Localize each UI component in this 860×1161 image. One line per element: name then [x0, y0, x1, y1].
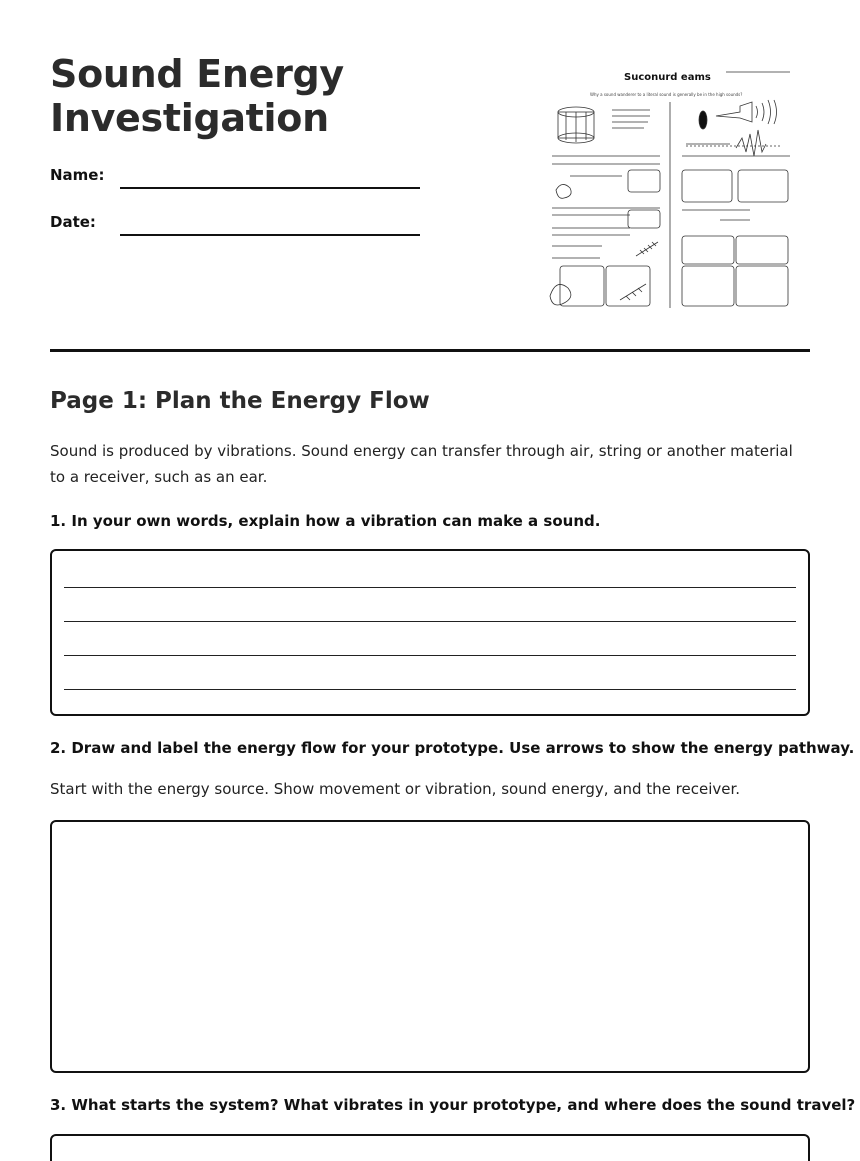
answer-box-3[interactable]	[50, 1134, 810, 1161]
date-label: Date:	[50, 213, 96, 231]
title-line-1: Sound Energy	[50, 52, 344, 96]
question-2: 2. Draw and label the energy flow for your prototype. Use arrows to show the energy pathway.	[50, 739, 855, 757]
header-divider	[50, 349, 810, 352]
answer-line	[64, 689, 796, 690]
worksheet-title	[50, 52, 344, 140]
question-3: 3. What starts the system? What vibrates in your prototype, and where does the sound travel?	[50, 1096, 856, 1114]
thumbnail-title: Suconurd eams	[624, 72, 711, 83]
question-2-instruction: Start with the energy source. Show movement or vibration, sound energy, and the receiver.	[50, 780, 741, 798]
name-field[interactable]	[120, 187, 420, 189]
name-label: Name:	[50, 166, 105, 184]
answer-box-1[interactable]	[50, 549, 810, 716]
date-field[interactable]	[120, 234, 420, 236]
section-heading: Page 1: Plan the Energy Flow	[50, 388, 430, 414]
question-1: 1. In your own words, explain how a vibration can make a sound.	[50, 512, 601, 530]
answer-line	[64, 587, 796, 588]
worksheet-preview-image	[540, 60, 795, 315]
drawing-box-2[interactable]	[50, 820, 810, 1073]
intro-text: Sound is produced by vibrations. Sound energy can transfer through air, string or another material to a receiver, such as an ear.	[50, 442, 793, 486]
title-line-2: Investigation	[50, 96, 329, 140]
answer-line	[64, 655, 796, 656]
thumbnail-subtitle: Why a sound wanderer to a literal sound is generally be in the high sounds?	[590, 92, 743, 97]
answer-line	[64, 621, 796, 622]
